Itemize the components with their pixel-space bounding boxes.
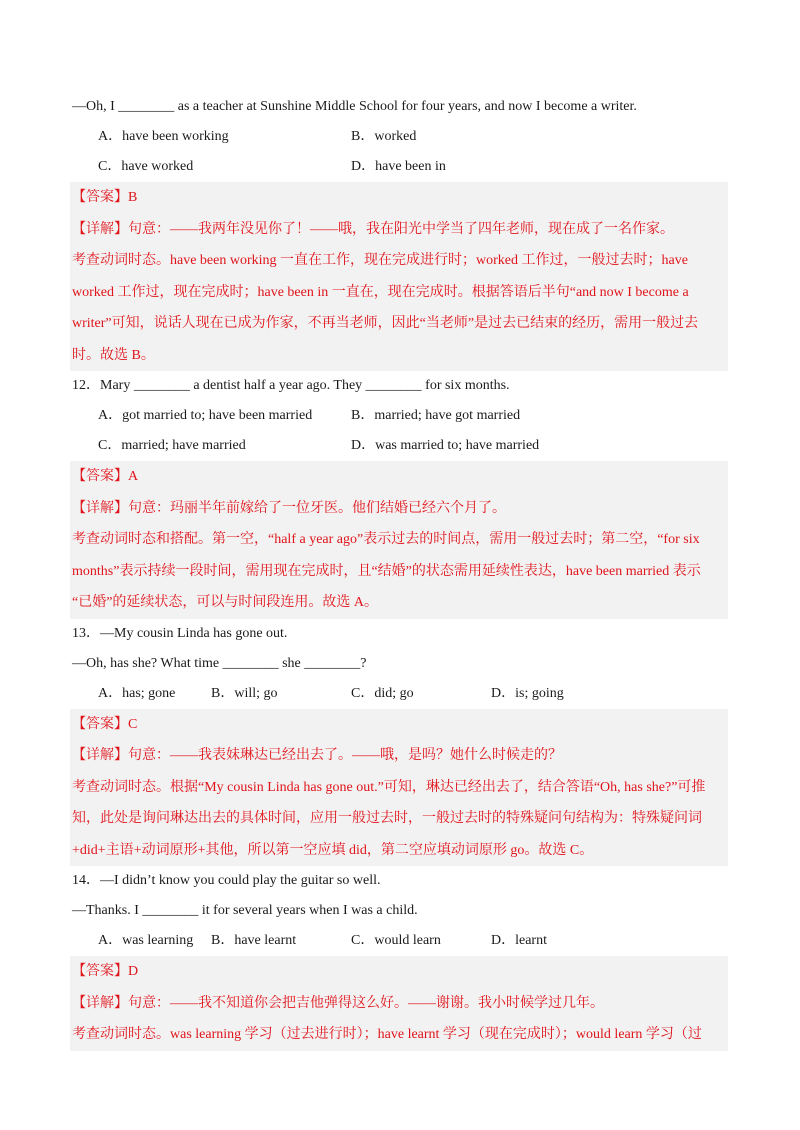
options-row [98, 122, 728, 152]
detail-line: “已婚”的延续状态，可以与时间段连用。故选 A。 [72, 595, 379, 610]
answer-box [70, 956, 728, 1051]
option-c: C．have worked [98, 159, 194, 174]
question-line: 14．—I didn’t know you could play the guitar so well. [72, 873, 381, 888]
detail-line: 考查动词时态和搭配。第一空，“half a year ago”表示过去的时间点，需用一般过去时；第二空，“for six [72, 532, 700, 547]
option-d: D．learnt [491, 933, 547, 948]
options-row [98, 152, 728, 182]
option-d: D．have been in [351, 159, 446, 174]
question-line: —Oh, has she? What time ________ she ________? [72, 655, 367, 671]
detail-line: 考查动词时态。have been working 一直在工作，现在完成进行时；worked 工作过，一般过去时；have [72, 253, 688, 268]
question-line: —Oh, I ________ as a teacher at Sunshine Middle School for four years, and now I become a writer. [72, 99, 637, 114]
options-row [98, 401, 728, 431]
option-b: B．worked [351, 129, 417, 144]
options-row [98, 926, 728, 956]
question-block [72, 92, 728, 371]
answer-box [70, 182, 728, 371]
question-block [72, 371, 728, 619]
detail-line: 知，此处是询问琳达出去的具体时间，应用一般过去时，一般过去时的特殊疑问句结构为：特殊疑问词 [72, 811, 702, 826]
option-a: A．was learning [98, 933, 194, 948]
options-row [98, 431, 728, 461]
detail-line: +did+主语+动词原形+其他，所以第一空应填 did，第二空应填动词原形 go。故选 C。 [72, 842, 594, 858]
option-c: C．did; go [351, 685, 414, 701]
question-block [72, 866, 728, 1051]
option-a: A．have been working [98, 129, 229, 144]
option-b: B．will; go [211, 685, 278, 701]
detail-line: months”表示持续一段时间，需用现在完成时，且“结婚”的状态需用延续性表达，have been married 表示 [72, 563, 701, 579]
options-row [98, 679, 728, 709]
detail-line: 时。故选 B。 [72, 347, 155, 363]
option-c: C．would learn [351, 933, 441, 948]
detail-line: 【详解】句意：——我表妹琳达已经出去了。——哦，是吗？她什么时候走的？ [72, 748, 562, 763]
detail-line: 【详解】句意：——我两年没见你了！——哦，我在阳光中学当了四年老师，现在成了一名作家。 [72, 221, 674, 237]
detail-line: 考查动词时态。was learning 学习（过去进行时）；have learnt 学习（现在完成时）；would learn 学习（过 [72, 1027, 702, 1042]
option-c: C．married; have married [98, 438, 246, 453]
detail-line: 考查动词时态。根据“My cousin Linda has gone out.”可知，琳达已经出去了，结合答语“Oh, has she?”可推 [72, 779, 706, 795]
answer-box [70, 709, 728, 867]
option-d: D．is; going [491, 685, 564, 701]
answer-label: 【答案】C [72, 716, 138, 732]
answer-box [70, 461, 728, 619]
question-block [72, 619, 728, 867]
option-b: B．married; have got married [351, 408, 521, 423]
question-line: 12．Mary ________ a dentist half a year ago. They ________ for six months. [72, 378, 510, 393]
option-d: D．was married to; have married [351, 438, 540, 453]
document-page [72, 92, 728, 1051]
question-line: —Thanks. I ________ it for several years when I was a child. [72, 903, 418, 918]
question-line: 13．—My cousin Linda has gone out. [72, 625, 288, 641]
detail-line: 【详解】句意：——我不知道你会把吉他弹得这么好。——谢谢。我小时候学过几年。 [72, 995, 604, 1011]
detail-line: 【详解】句意：玛丽半年前嫁给了一位牙医。他们结婚已经六个月了。 [72, 500, 506, 516]
option-a: A．got married to; have been married [98, 408, 313, 423]
detail-line: writer”可知，说话人现在已成为作家，不再当老师，因此“当老师”是过去已结束的经历，需用一般过去 [72, 316, 699, 331]
option-b: B．have learnt [211, 933, 297, 948]
answer-label: 【答案】A [72, 469, 139, 484]
answer-label: 【答案】B [72, 190, 138, 205]
option-a: A．has; gone [98, 685, 176, 701]
answer-label: 【答案】D [72, 964, 139, 979]
detail-line: worked 工作过，现在完成时；have been in 一直在，现在完成时。根据答语后半句“and now I become a [72, 284, 689, 300]
